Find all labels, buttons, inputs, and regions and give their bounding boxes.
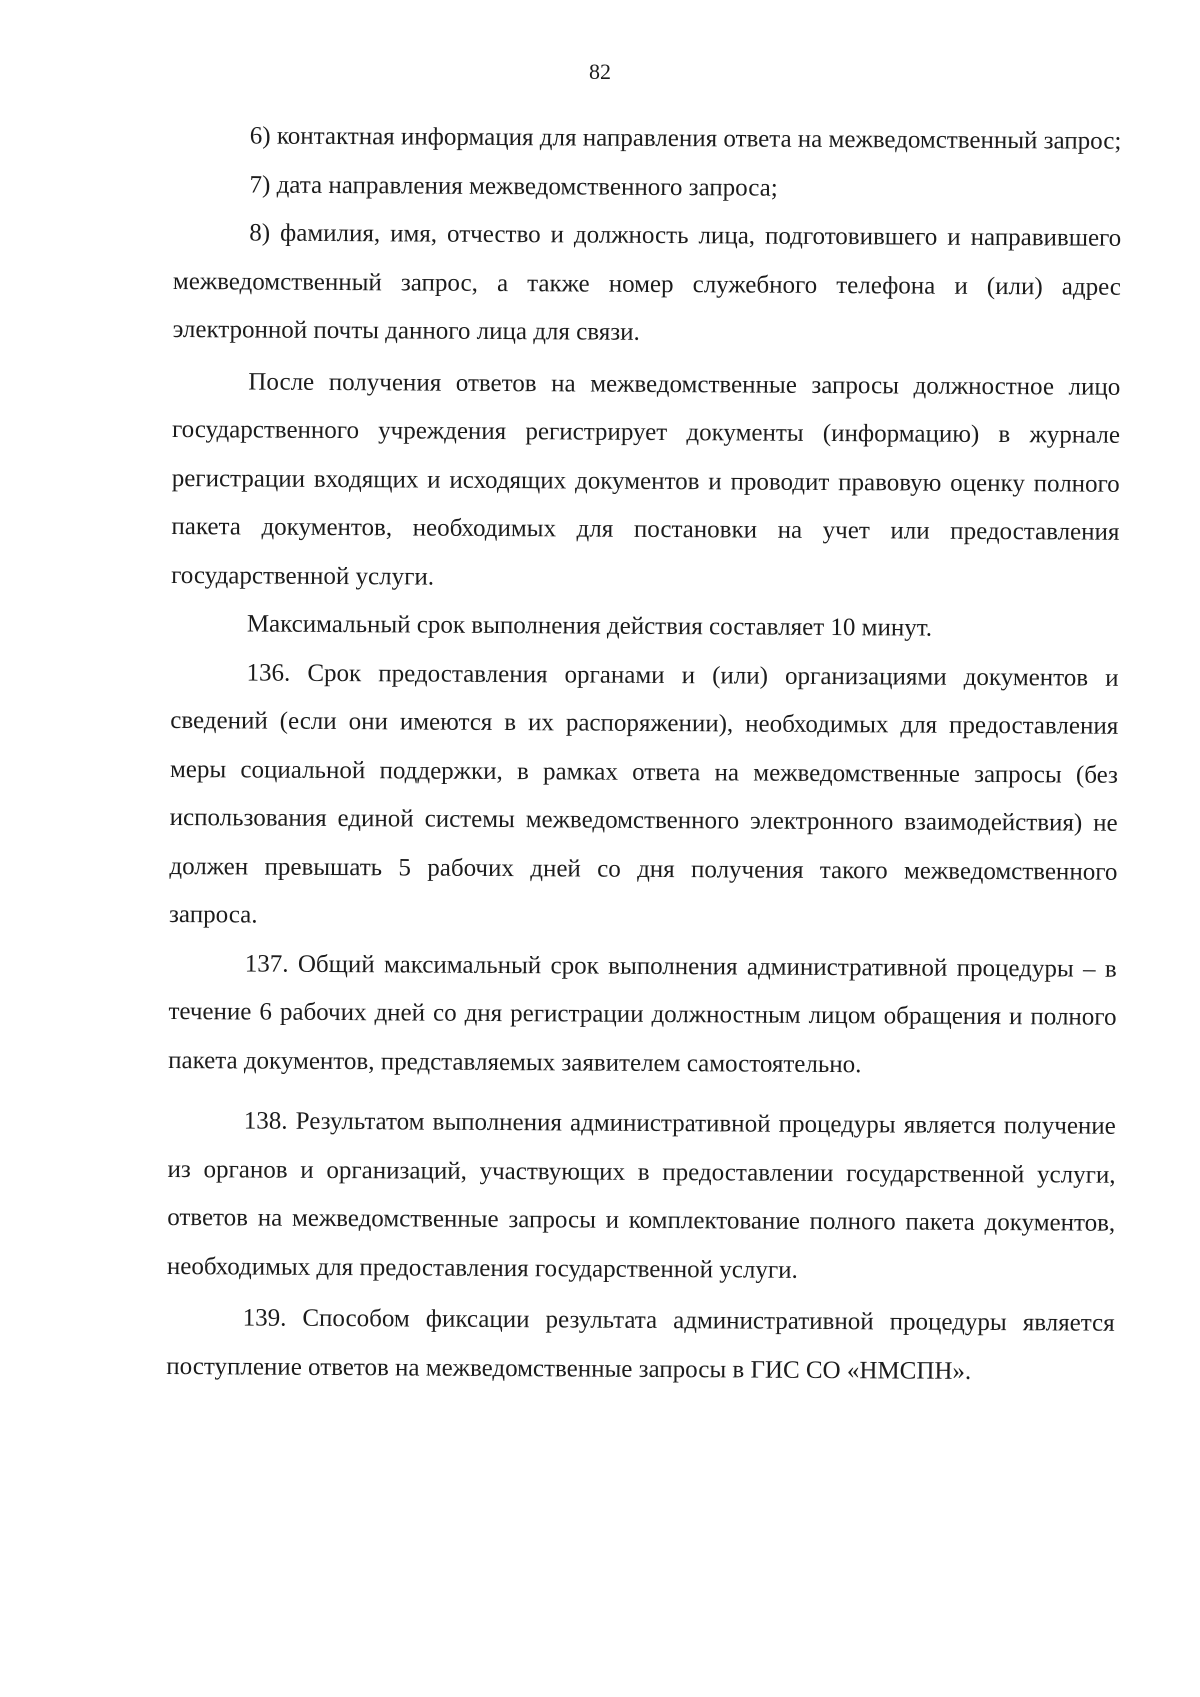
paragraph-after-responses: После получения ответов на межведомственные запросы должностное лицо государственного учреждения регистрирует документы (информацию) в журнале регистрации входящих и исходящих документов и проводит правовую оценку полного пакета документов, необходимых для постановки на учет или предоставления государственной услуги.	[171, 367, 1121, 591]
page-number: 82	[589, 59, 611, 84]
document-body	[166, 112, 1122, 1397]
paragraph-138: 138. Результатом выполнения административной процедуры является получение из органов и организаций, участвующих в предоставлении государственной услуги, ответов на межведомственные запросы и комплектование полного пакета документов, необходимых для предоставления государственной услуги.	[166, 1107, 1116, 1284]
paragraph-max-duration: Максимальный срок выполнения действия составляет 10 минут.	[246, 610, 933, 642]
paragraph-item-7: 7) дата направления межведомственного запроса;	[249, 170, 778, 202]
paragraph-item-6: 6) контактная информация для направления ответа на межведомственный запрос;	[249, 122, 1122, 155]
paragraph-136: 136. Срок предоставления органами и (или) организациями документов и сведений (если они имеются в их распоряжении), необходимых для предоставления меры социальной поддержки, в рамках ответа на межведомственные запросы (без использования единой системы межведомственного электронного взаимодействия) не должен превышать 5 рабочих дней со дня получения такого межведомственного запроса.	[169, 658, 1119, 929]
paragraph-137: 137. Общий максимальный срок выполнения административной процедуры – в течение 6 рабочих дней со дня регистрации должностным лицом обращения и полного пакета документов, представляемых заявителем самостоятельно.	[168, 949, 1117, 1078]
paragraph-item-8: 8) фамилия, имя, отчество и должность лица, подготовившего и направившего межведомственный запрос, а также номер служебного телефона и (или) адрес электронной почты данного лица для связи.	[172, 219, 1122, 346]
paragraph-139: 139. Способом фиксации результата административной процедуры является поступление ответов на межведомственные запросы в ГИС СО «НМСПН».	[166, 1304, 1115, 1385]
